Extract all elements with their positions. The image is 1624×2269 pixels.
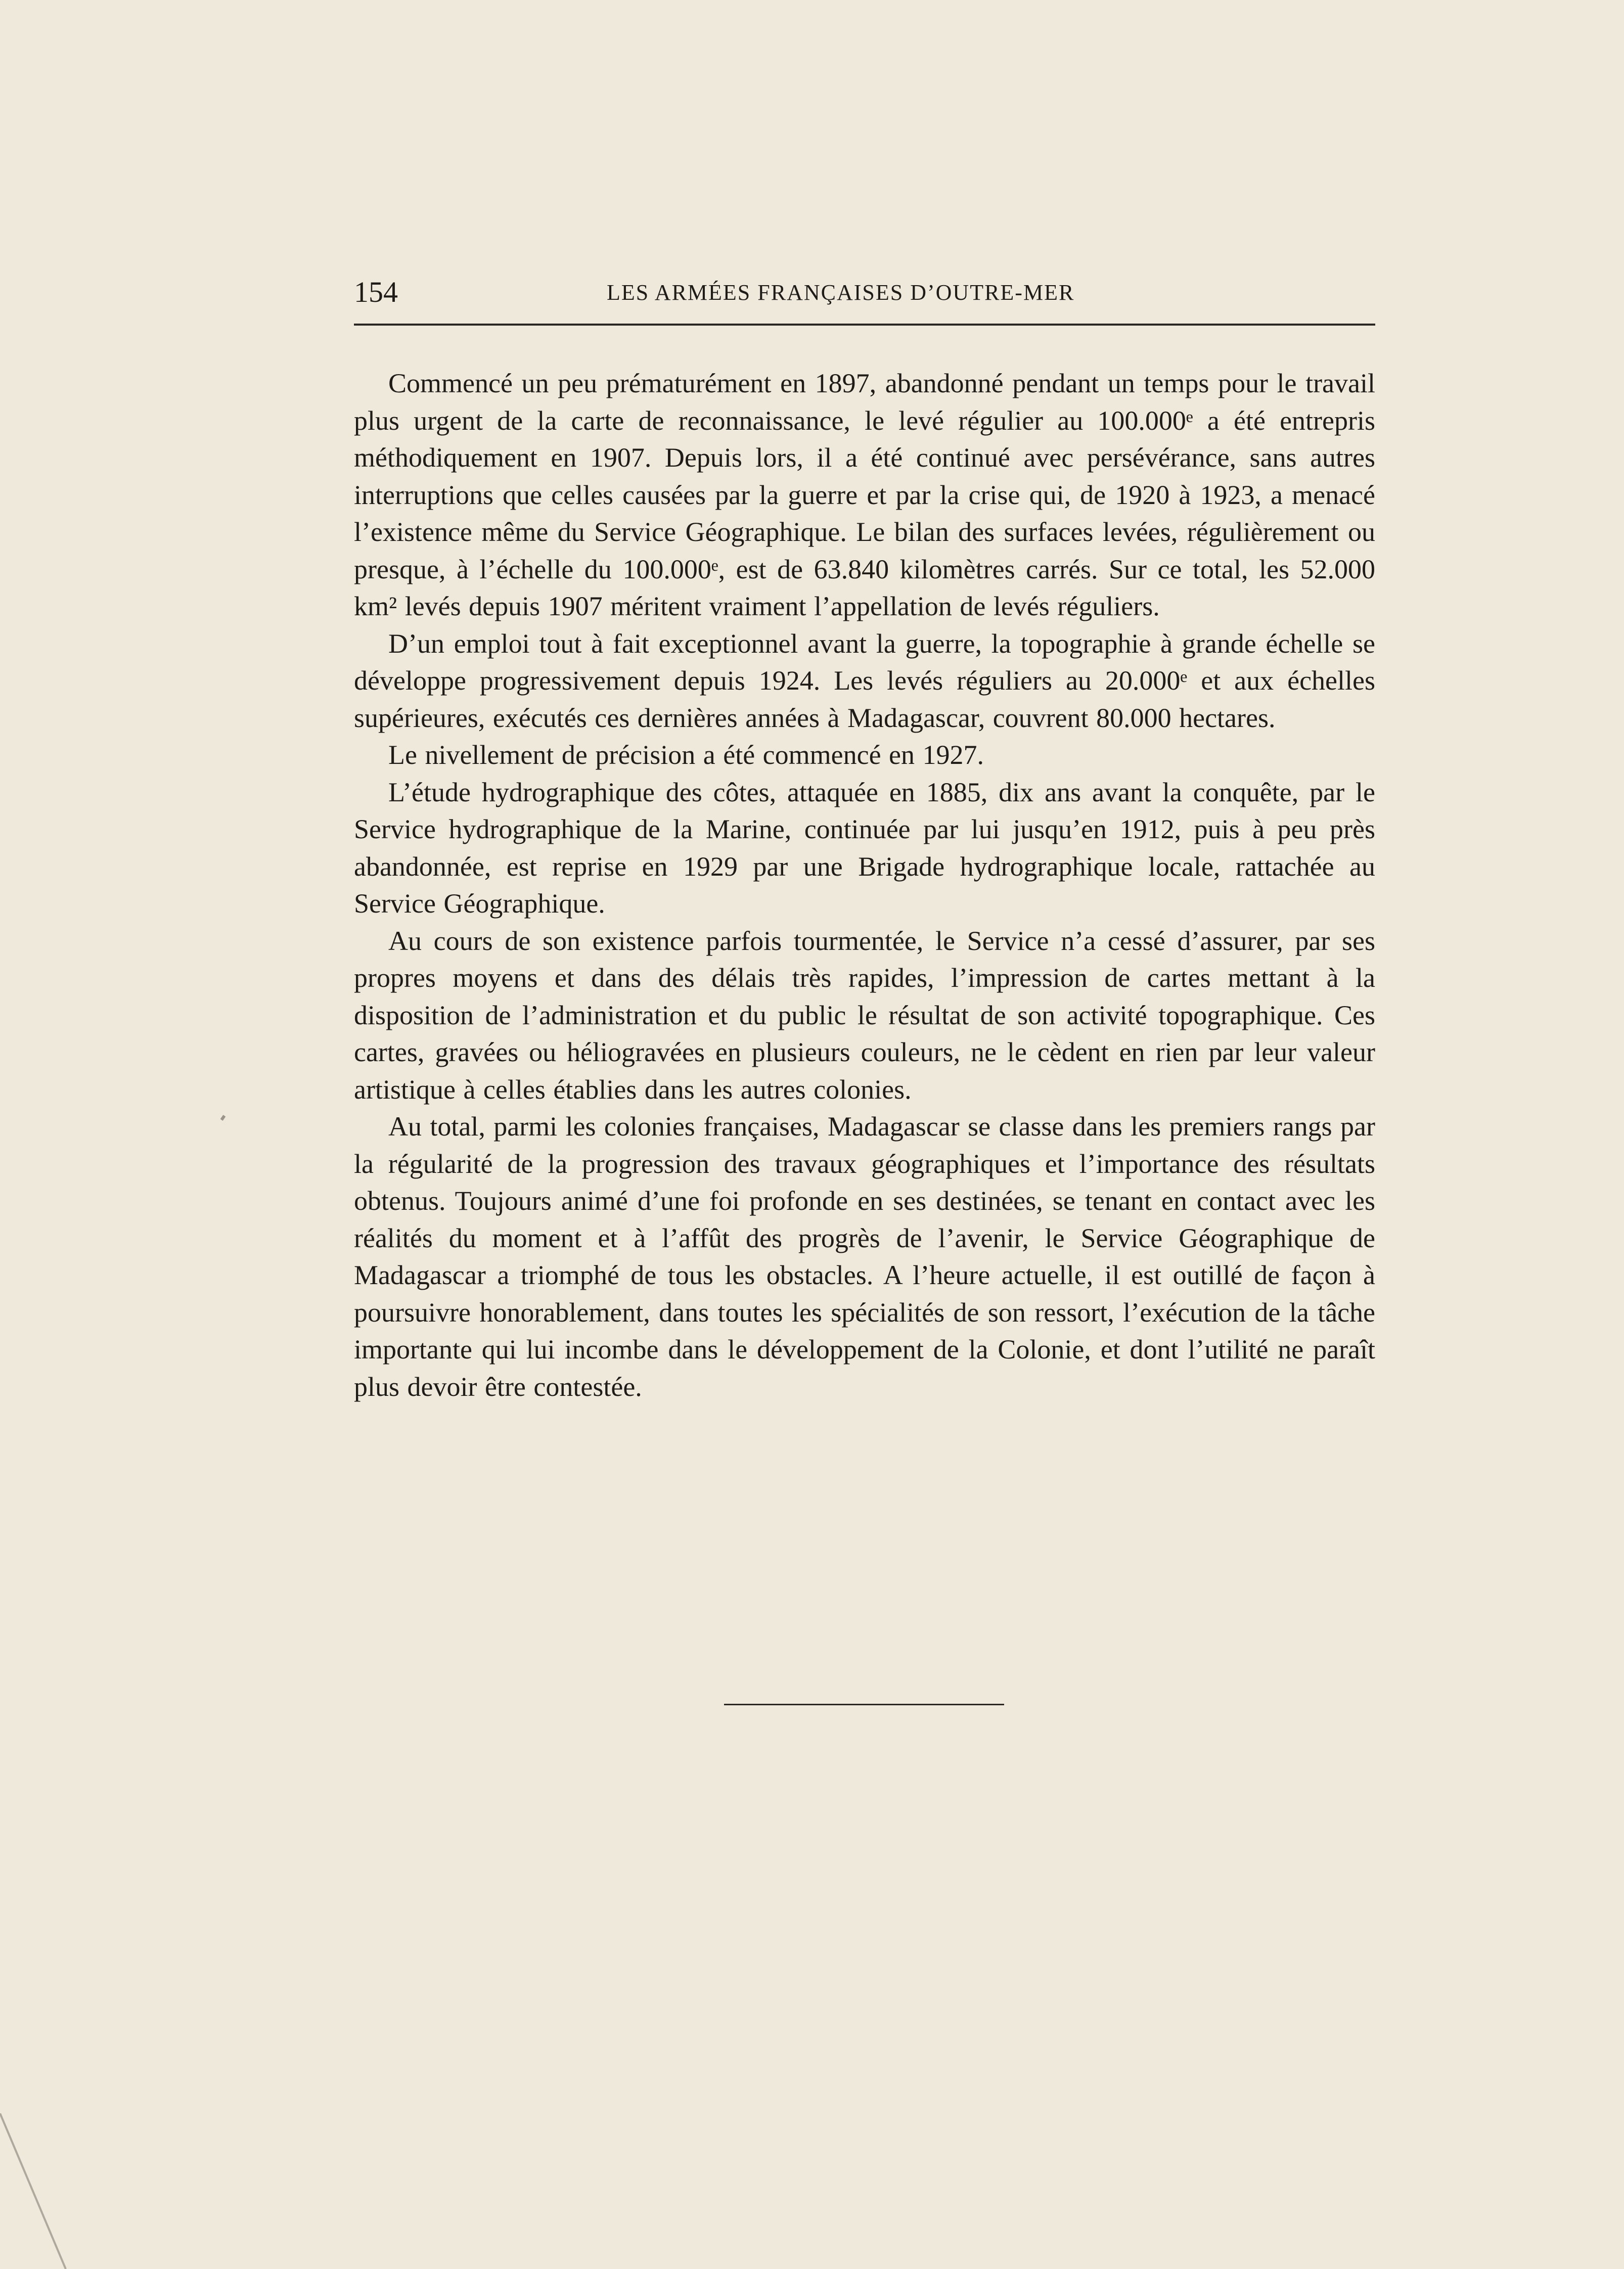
paragraph-levé-régulier: Commencé un peu prématurément en 1897, abandonné pendant un temps pour le travail plus urgent de la carte de reconnaissance, le levé régulier au 100.000ᵉ a été entrepris méthodiquement en 1907. Depuis lors, il a été continué avec persévérance, sans autres interruptions que celles causées par la guerre et par la crise qui, de 1920 à 1923, a menacé l’existence même du Service Géographique. Le bilan des surfaces levées, régulièrement ou presque, à l’échelle du 100.000ᵉ, est de 63.840 kilomètres carrés. Sur ce total, les 52.000 km² levés depuis 1907 méritent vraiment l’appellation de levés réguliers. [354, 368, 1375, 621]
running-title: LES ARMÉES FRANÇAISES D’OUTRE-MER [607, 280, 1075, 305]
page-header [354, 275, 1375, 310]
margin-speck [220, 1115, 226, 1121]
page-number: 154 [354, 276, 398, 308]
corner-crease [0, 2113, 101, 2269]
header-rule [354, 324, 1375, 326]
body-text [354, 365, 1375, 1405]
paragraph-hydrographie: L’étude hydrographique des côtes, attaquée en 1885, dix ans avant la conquête, par le Service hydrographique de la Marine, continuée par lui jusqu’en 1912, puis à peu près abandonnée, est reprise en 1929 par une Brigade hydrographique locale, rattachée au Service Géographique. [354, 777, 1375, 919]
paragraph-topographie: D’un emploi tout à fait exceptionnel avant la guerre, la topographie à grande échelle se développe progressivement depuis 1924. Les levés réguliers au 20.000ᵉ et aux échelles supérieures, exécutés ces dernières années à Madagascar, couvrent 80.000 hectares. [354, 628, 1375, 733]
paragraph-conclusion: Au total, parmi les colonies françaises, Madagascar se classe dans les premiers rangs par la régularité de la progression des travaux géographiques et l’importance des résultats obtenus. Toujours animé d’une foi profonde en ses destinées, se tenant en contact avec les réalités du moment et à l’affût des progrès de l’avenir, le Service Géographique de Madagascar a triomphé de tous les obstacles. A l’heure actuelle, il est outillé de façon à poursuivre honorablement, dans toutes les spécialités de son ressort, l’exécution de la tâche importante qui lui incombe dans le développement de la Colonie, et dont l’utilité ne paraît plus devoir être contestée. [354, 1111, 1375, 1402]
paragraph-nivellement: Le nivellement de précision a été commencé en 1927. [388, 740, 984, 770]
paragraph-impression-cartes: Au cours de son existence parfois tourmentée, le Service n’a cessé d’assurer, par ses propres moyens et dans des délais très rapides, l’impression de cartes mettant à la disposition de l’administration et du public le résultat de son activité topographique. Ces cartes, gravées ou héliogravées en plusieurs couleurs, ne le cèdent en rien par leur valeur artistique à celles établies dans les autres colonies. [354, 925, 1375, 1105]
end-rule [724, 1704, 1004, 1705]
